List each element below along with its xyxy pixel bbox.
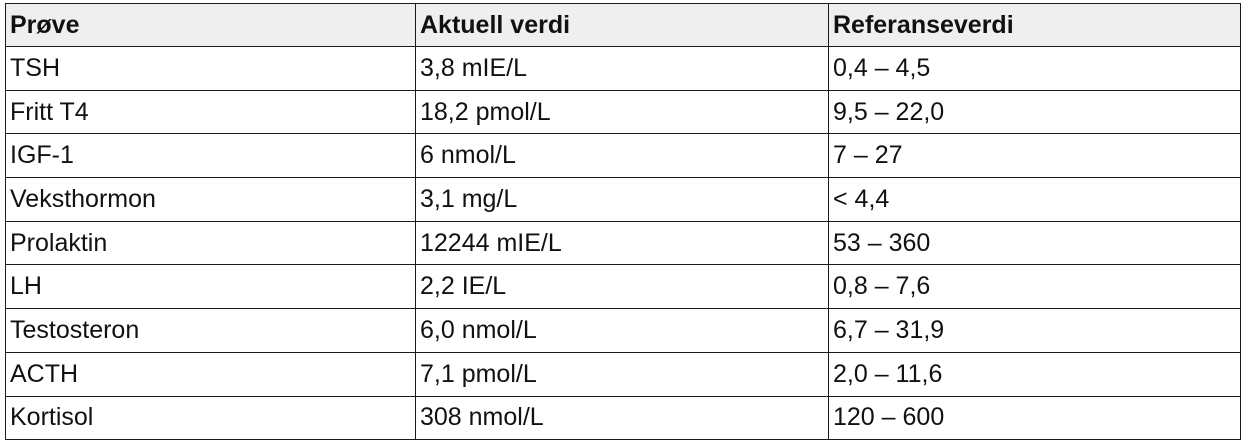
cell-test: IGF-1 <box>6 134 416 178</box>
cell-reference-value: < 4,4 <box>829 178 1241 222</box>
cell-actual-value: 3,8 mIE/L <box>416 47 829 91</box>
table-row <box>6 352 1241 396</box>
table-row <box>6 178 1241 222</box>
cell-reference-value: 0,4 – 4,5 <box>829 47 1241 91</box>
table-row <box>6 90 1241 134</box>
cell-actual-value: 308 nmol/L <box>416 396 829 440</box>
table-row <box>6 396 1241 440</box>
cell-reference-value: 6,7 – 31,9 <box>829 309 1241 353</box>
header-actual-value: Aktuell verdi <box>416 4 829 47</box>
table-row <box>6 47 1241 91</box>
cell-actual-value: 3,1 mg/L <box>416 178 829 222</box>
cell-test: LH <box>6 265 416 309</box>
table-header <box>6 4 1241 47</box>
header-row <box>6 4 1241 47</box>
cell-test: Kortisol <box>6 396 416 440</box>
cell-test: Prolaktin <box>6 221 416 265</box>
cell-actual-value: 6 nmol/L <box>416 134 829 178</box>
cell-actual-value: 2,2 IE/L <box>416 265 829 309</box>
cell-actual-value: 7,1 pmol/L <box>416 352 829 396</box>
table-row <box>6 221 1241 265</box>
header-test: Prøve <box>6 4 416 47</box>
cell-reference-value: 120 – 600 <box>829 396 1241 440</box>
lab-results-table <box>5 3 1241 440</box>
cell-test: Veksthormon <box>6 178 416 222</box>
cell-actual-value: 12244 mIE/L <box>416 221 829 265</box>
header-reference-value: Referanseverdi <box>829 4 1241 47</box>
table-body <box>6 47 1241 440</box>
table-row <box>6 265 1241 309</box>
cell-test: Fritt T4 <box>6 90 416 134</box>
cell-reference-value: 0,8 – 7,6 <box>829 265 1241 309</box>
cell-reference-value: 9,5 – 22,0 <box>829 90 1241 134</box>
table-row <box>6 134 1241 178</box>
cell-reference-value: 53 – 360 <box>829 221 1241 265</box>
cell-reference-value: 2,0 – 11,6 <box>829 352 1241 396</box>
cell-actual-value: 18,2 pmol/L <box>416 90 829 134</box>
cell-test: TSH <box>6 47 416 91</box>
table-row <box>6 309 1241 353</box>
cell-test: Testosteron <box>6 309 416 353</box>
cell-test: ACTH <box>6 352 416 396</box>
cell-actual-value: 6,0 nmol/L <box>416 309 829 353</box>
cell-reference-value: 7 – 27 <box>829 134 1241 178</box>
